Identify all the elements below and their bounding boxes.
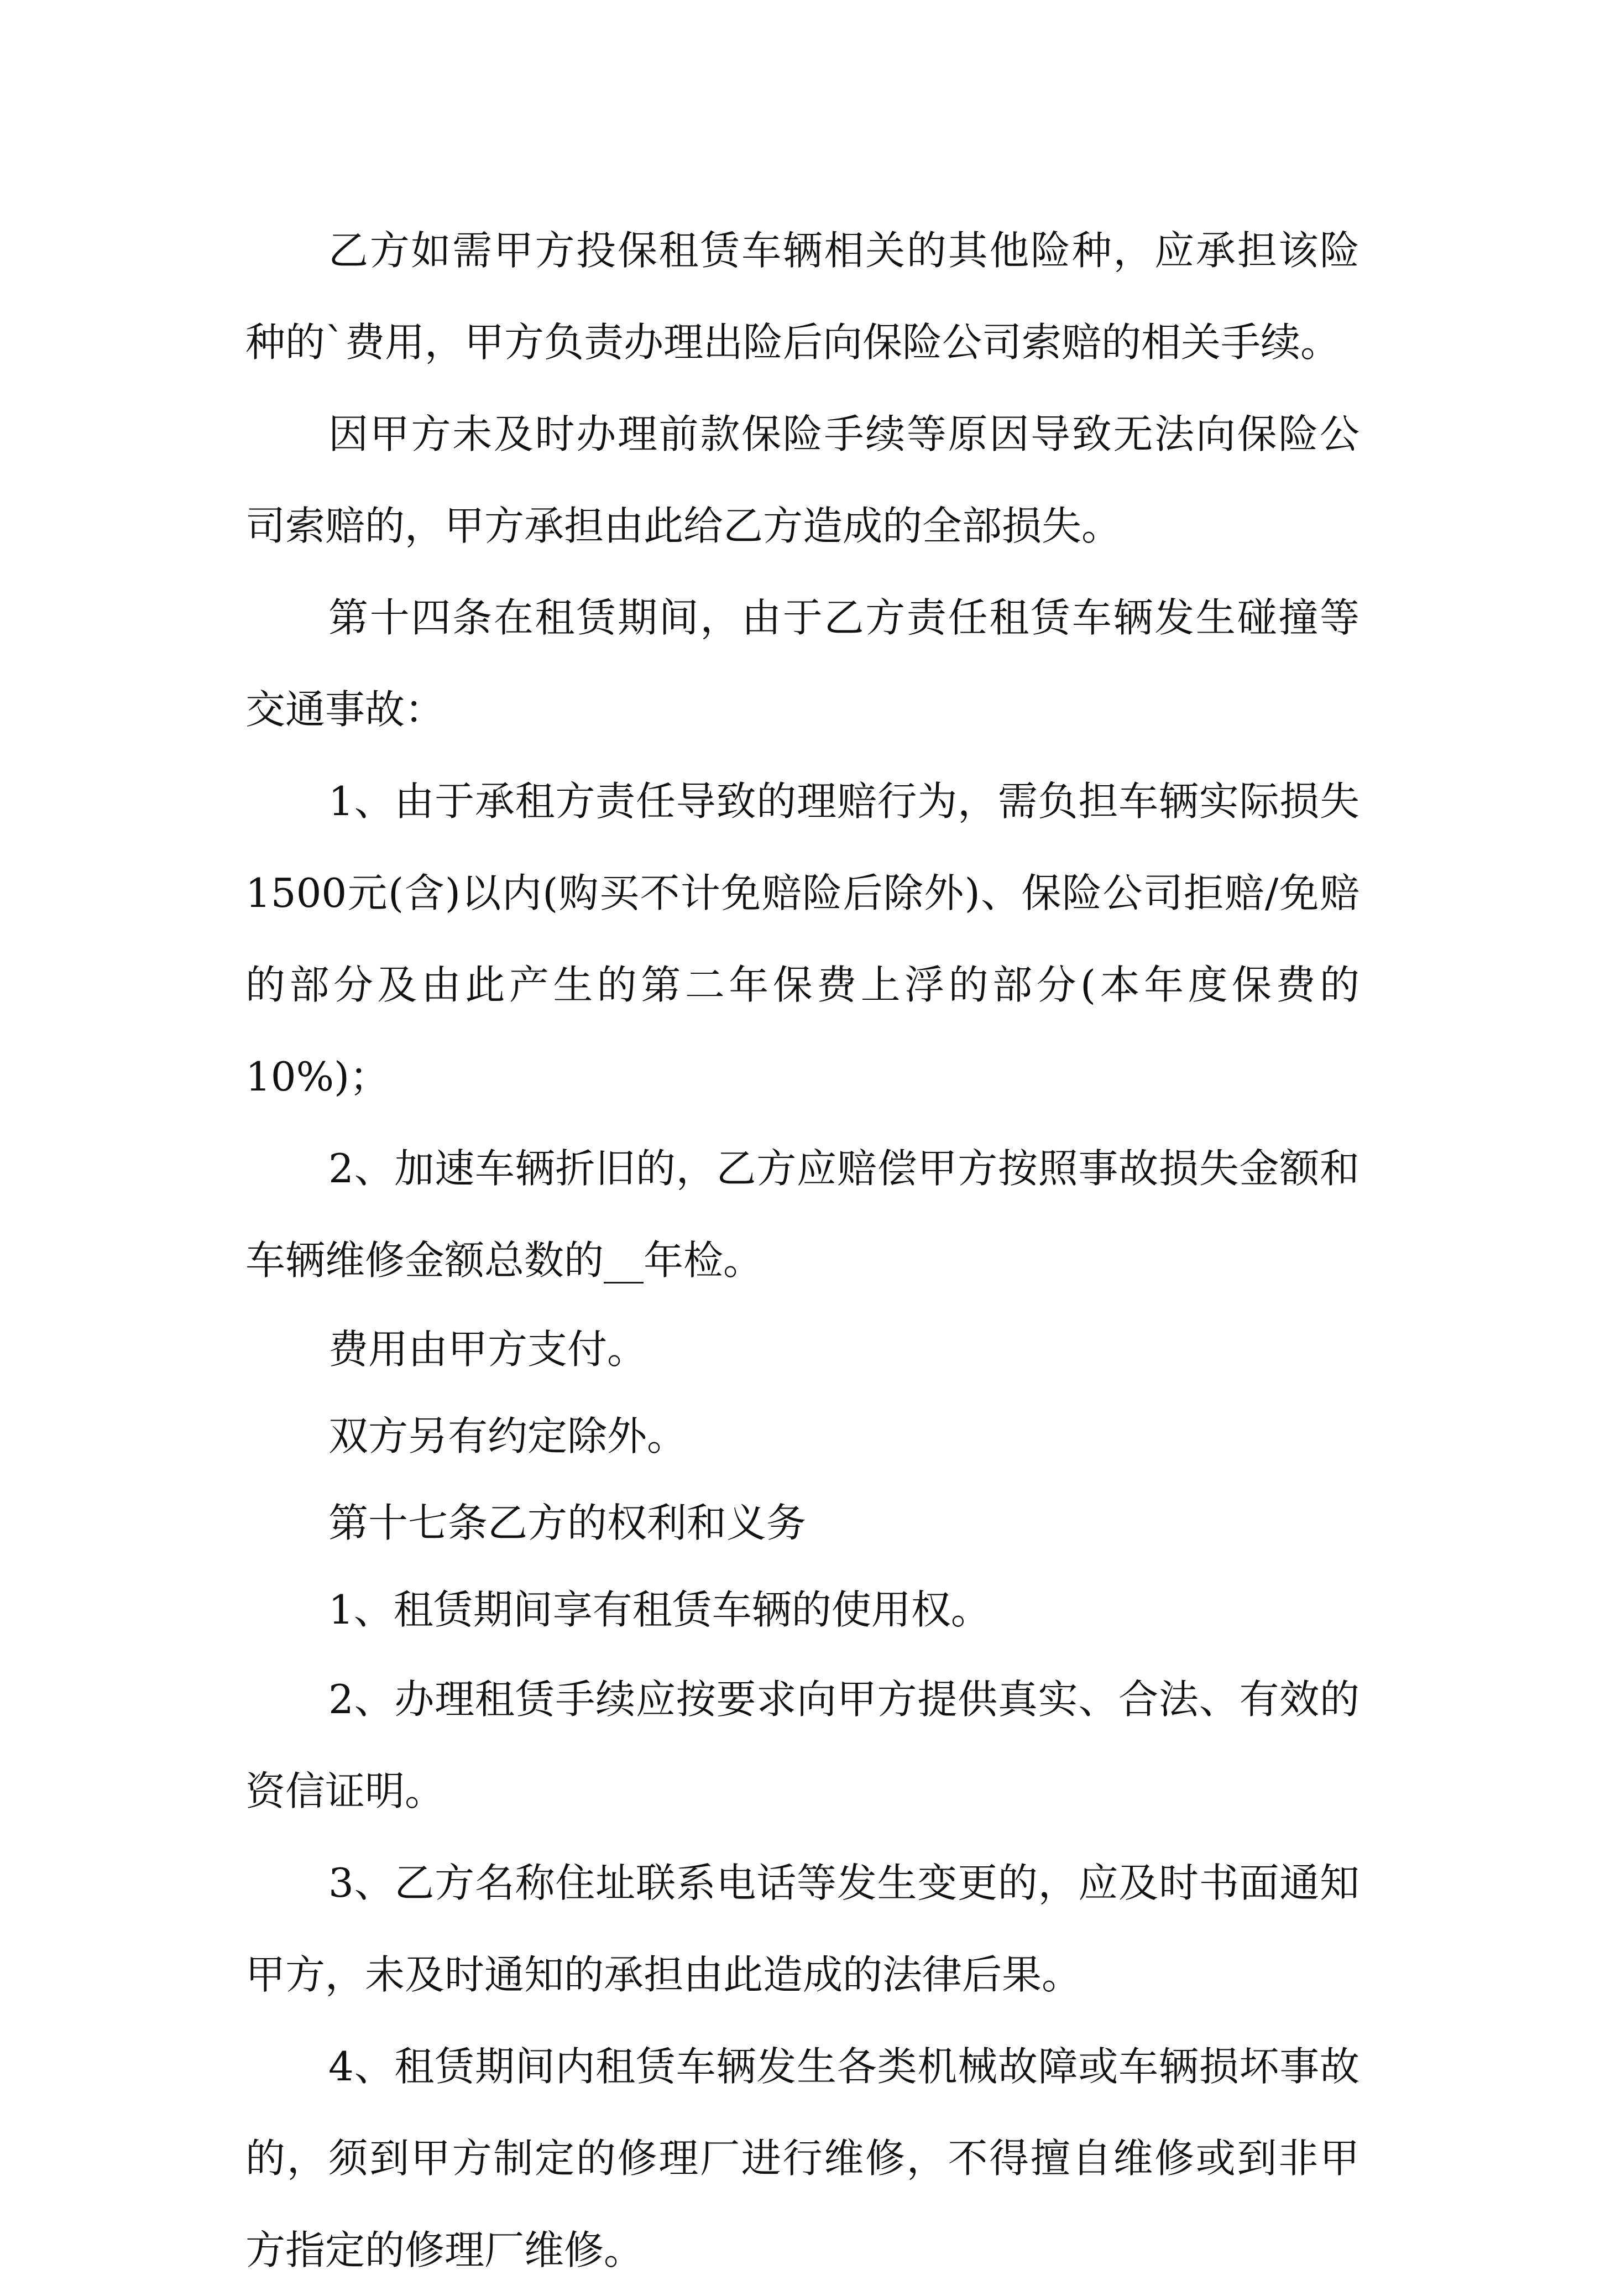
document-body [245, 205, 1360, 2296]
paragraph-8: 第十七条乙方的权利和义务 [328, 1500, 807, 1546]
paragraph-7: 双方另有约定除外。 [328, 1413, 687, 1459]
paragraph-5: 2、加速车辆折旧的，乙方应赔偿甲方按照事故损失金额和车辆维修金额总数的__年检。 [245, 1145, 1360, 1283]
paragraph-12: 4、租赁期间内租赁车辆发生各类机械故障或车辆损坏事故的，须到甲方制定的修理厂进行维修，不得擅自维修或到非甲方指定的修理厂维修。 [245, 2043, 1360, 2273]
paragraph-3: 第十四条在租赁期间，由于乙方责任租赁车辆发生碰撞等交通事故： [245, 594, 1360, 733]
paragraph-2: 因甲方未及时办理前款保险手续等原因导致无法向保险公司索赔的，甲方承担由此给乙方造成的全部损失。 [245, 411, 1360, 549]
paragraph-1: 乙方如需甲方投保租赁车辆相关的其他险种，应承担该险种的`费用，甲方负责办理出险后向保险公司索赔的相关手续。 [245, 227, 1360, 366]
paragraph-6: 费用由甲方支付。 [328, 1326, 647, 1373]
paragraph-4: 1、由于承租方责任导致的理赔行为，需负担车辆实际损失1500元(含)以内(购买不计免赔险后除外)、保险公司拒赔/免赔的部分及由此产生的第二年保费上浮的部分(本年度保费的10%)； [245, 778, 1360, 1100]
paragraph-10: 2、办理租赁手续应按要求向甲方提供真实、合法、有效的资信证明。 [245, 1676, 1360, 1814]
paragraph-9: 1、租赁期间享有租赁车辆的使用权。 [328, 1587, 991, 1633]
paragraph-11: 3、乙方名称住址联系电话等发生变更的，应及时书面通知甲方，未及时通知的承担由此造成的法律后果。 [245, 1860, 1360, 1998]
